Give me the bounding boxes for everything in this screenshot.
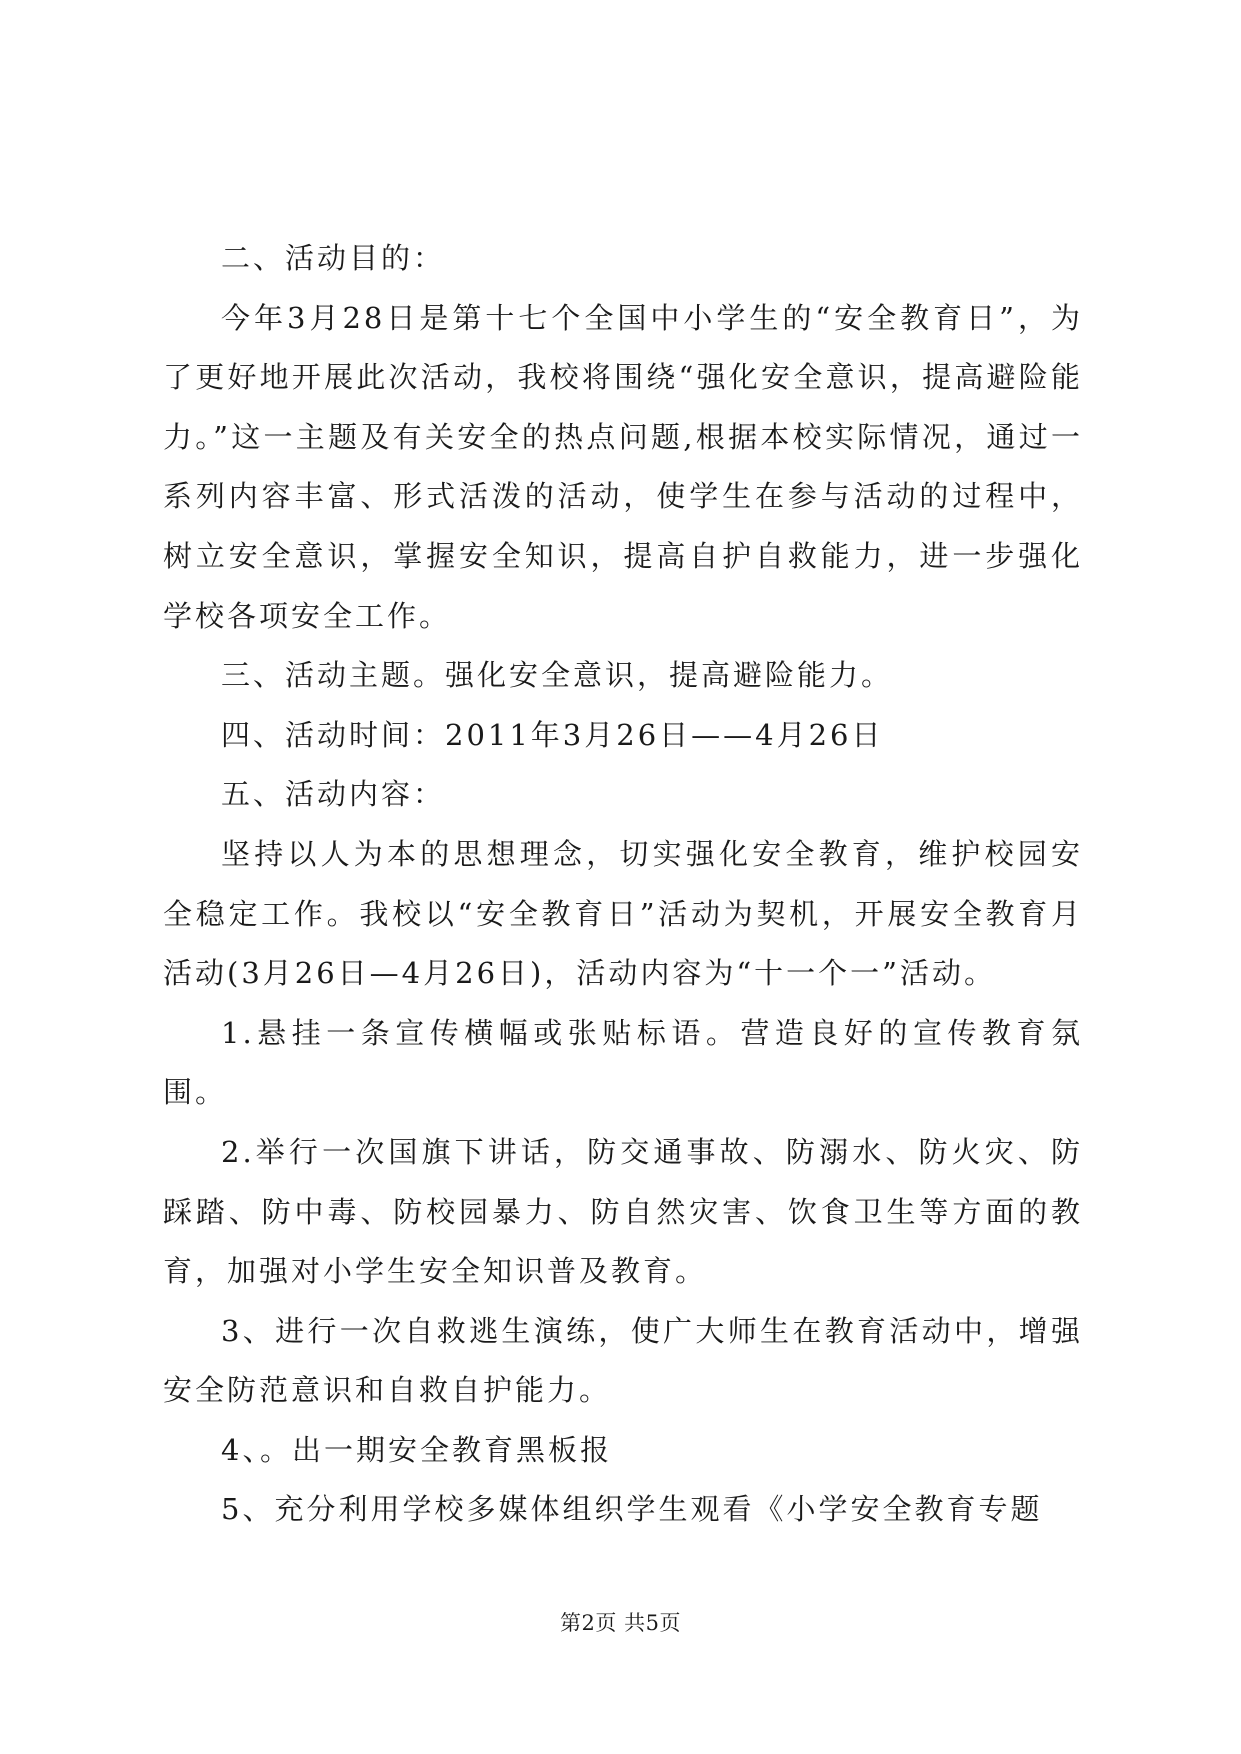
page-footer: 第2页 共5页	[560, 1611, 681, 1635]
paragraph-content-intro: 坚持以人为本的思想理念，切实强化安全教育，维护校园安全稳定工作。我校以“安全教育日”活动为契机，开展安全教育月活动(3月26日—4月26日)，活动内容为“十一个一”活动。	[163, 836, 1083, 991]
document-body	[163, 229, 1083, 1540]
section-heading-content: 五、活动内容：	[221, 777, 446, 812]
list-item-5: 5、充分利用学校多媒体组织学生观看《小学安全教育专题	[221, 1492, 1043, 1527]
list-item-1: 1.悬挂一条宣传横幅或张贴标语。营造良好的宣传教育氛围。	[163, 1015, 1083, 1110]
section-heading-theme: 三、活动主题。强化安全意识，提高避险能力。	[221, 658, 894, 693]
list-item-4: 4、。出一期安全教育黑板报	[221, 1432, 612, 1467]
list-item-3: 3、进行一次自救逃生演练，使广大师生在教育活动中，增强安全防范意识和自救自护能力。	[163, 1313, 1083, 1408]
list-item-2: 2.举行一次国旗下讲话，防交通事故、防溺水、防火灾、防踩踏、防中毒、防校园暴力、防自然灾害、饮食卫生等方面的教育，加强对小学生安全知识普及教育。	[163, 1134, 1083, 1289]
section-heading-purpose: 二、活动目的：	[221, 241, 446, 275]
paragraph-purpose: 今年3月28日是第十七个全国中小学生的“安全教育日”，为了更好地开展此次活动，我校将围绕“强化安全意识，提高避险能力。”这一主题及有关安全的热点问题,根据本校实际情况，通过一系列内容丰富、形式活泼的活动，使学生在参与活动的过程中，树立安全意识，掌握安全知识，提高自护自救能力，进一步强化学校各项安全工作。	[163, 300, 1083, 633]
section-heading-time: 四、活动时间：2011年3月26日——4月26日	[221, 717, 884, 752]
